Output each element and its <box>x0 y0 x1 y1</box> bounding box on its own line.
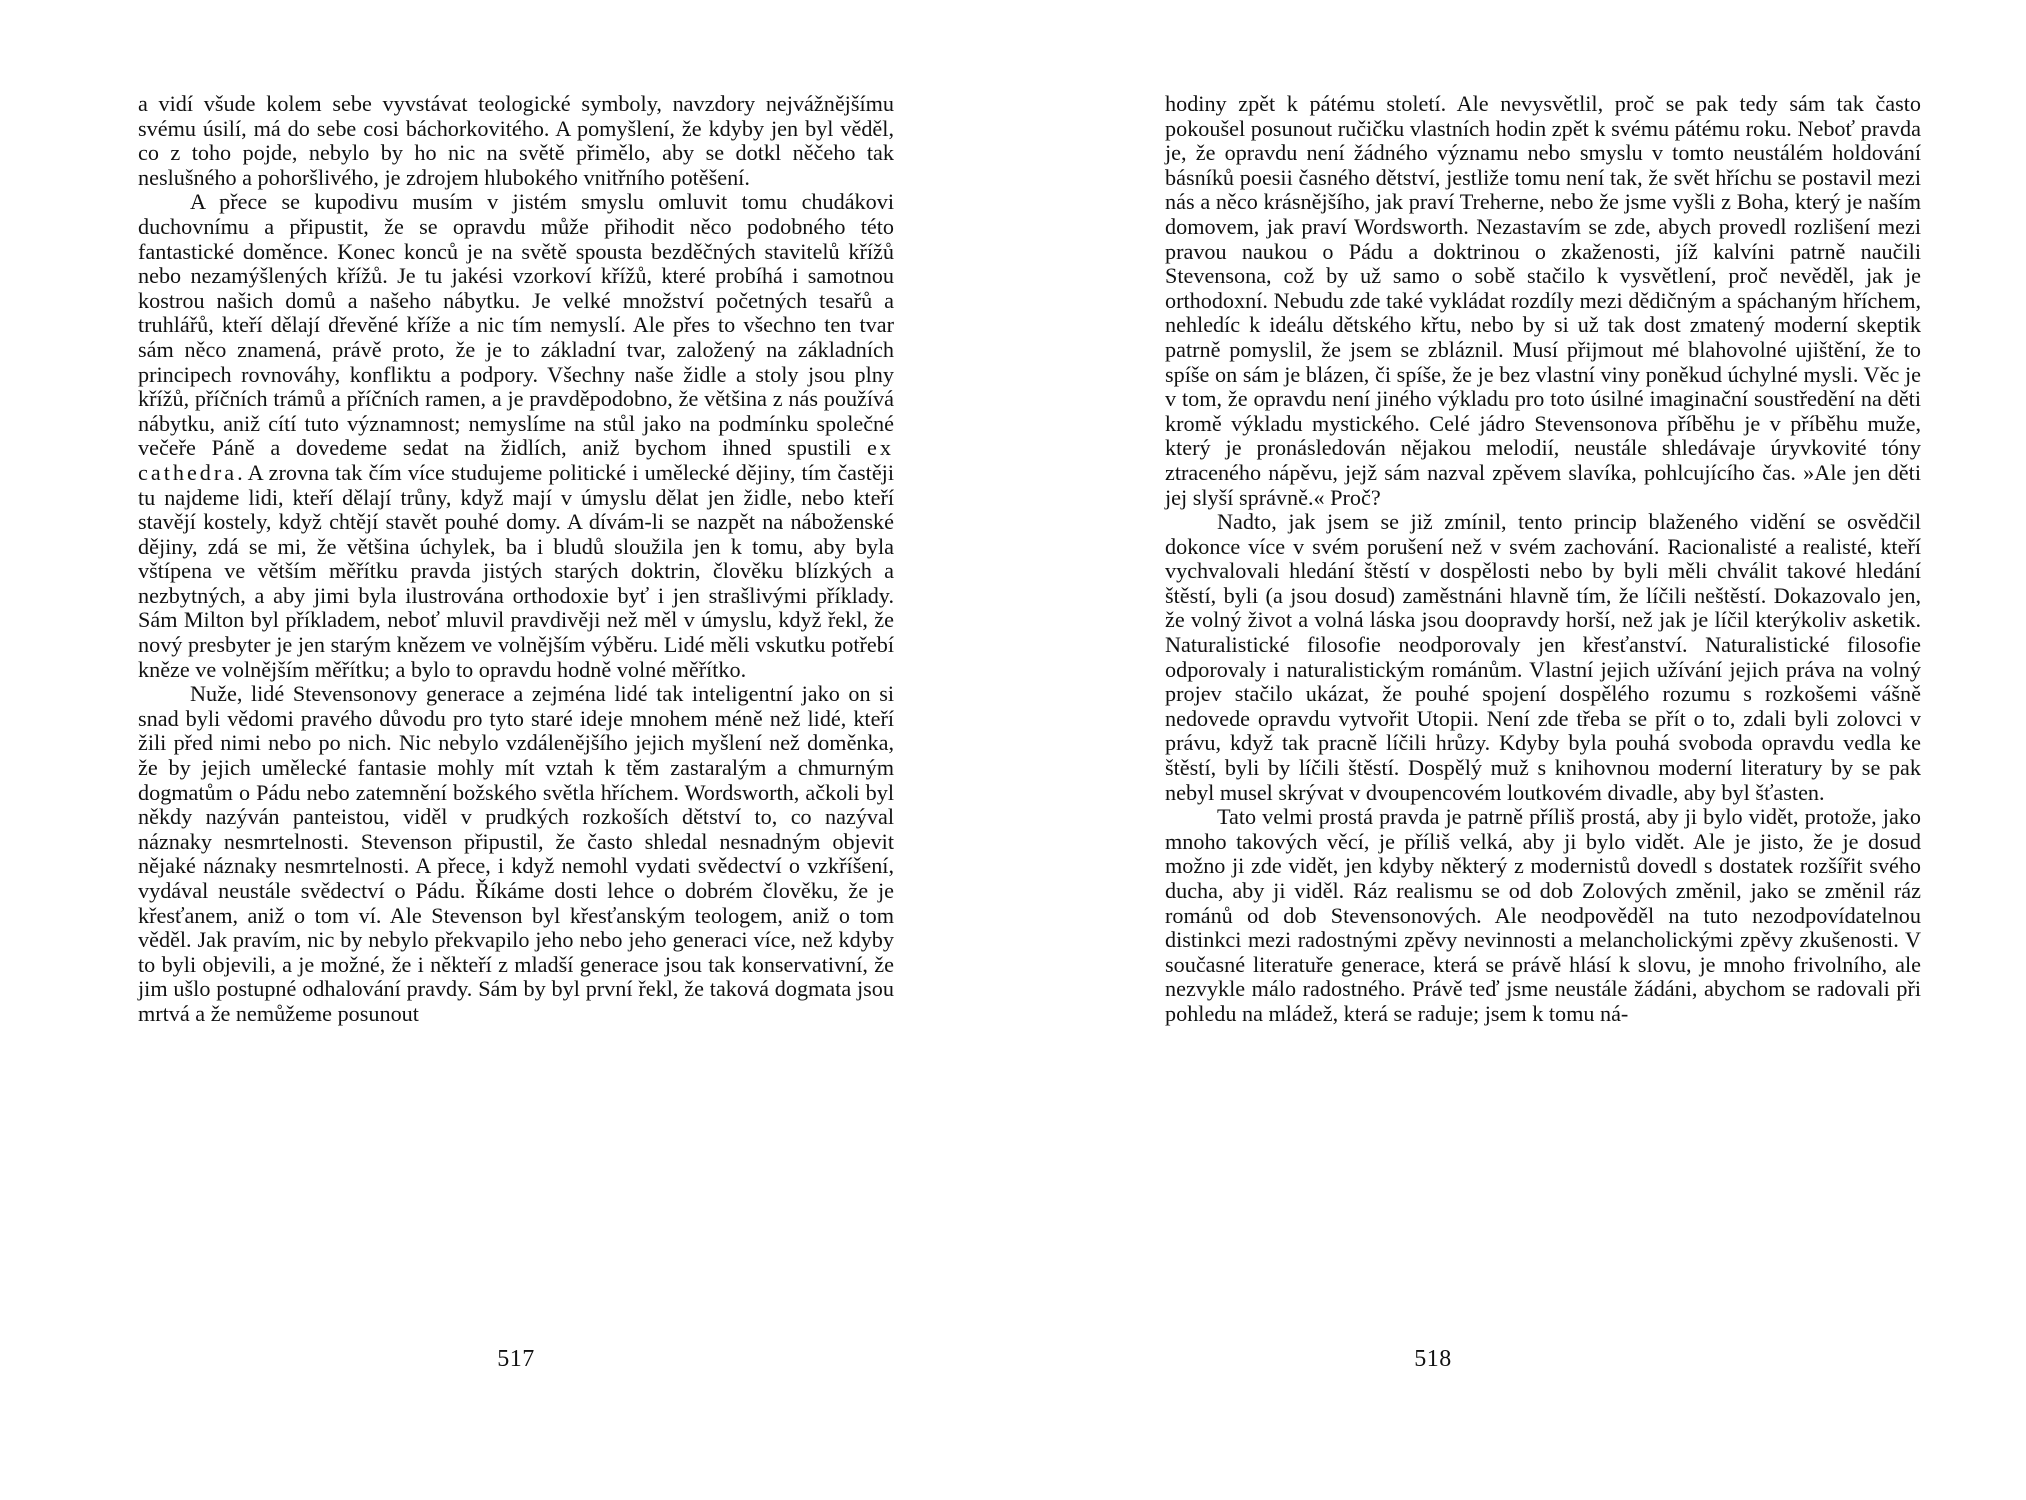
page-number: 518 <box>1414 1346 1452 1372</box>
paragraph-text: A přece se kupodivu musím v jistém smyslu omluvit tomu chudákovi duchovnímu a připustit, že se opravdu může přihodit něco podobného této fantastické doměnce. Konec konců je na světě spousta bezděčných stavitelů křížů nebo nezamýšlených křížů. Je tu jakési vzorkoví křížů, které probíhá i samotnou kostrou našich domů a našeho nábytku. Je velké množství početných tesařů a truhlářů, kteří dělají dřevěné kříže a nic tím nemyslí. Ale přes to všechno ten tvar sám něco znamená, právě proto, že je to základní tvar, založený na základních principech rovnováhy, konfliktu a podpory. Všechny naše židle a stoly jsou plny křížů, příčních trámů a příčních ramen, a je pravděpodobno, že většina z nás používá nábytku, aniž cítí tuto významnost; nemyslíme na stůl jako na podmínku společné večeře Páně a dovedeme sedat na židlích, aniž bychom ihned spustili <box>138 189 894 461</box>
left-page-text <box>138 92 894 1027</box>
paragraph: a vidí všude kolem sebe vyvstávat teologické symboly, navzdory nejvážnějšímu svému úsilí, má do sebe cosi báchorkovitého. A pomyšlení, že kdyby jen byl věděl, co z toho pojde, nebylo by ho nic na světě přimělo, aby se dotkl něčeho tak neslušného a pohoršlivého, je zdrojem hlubokého vnitřního potěšení. <box>138 91 894 190</box>
right-page <box>1165 92 1921 1392</box>
paragraph: hodiny zpět k pátému století. Ale nevysvětlil, proč se pak tedy sám tak často pokoušel posunout ručičku vlastních hodin zpět k svému pátému roku. Neboť pravda je, že opravdu není žádného významu nebo smyslu v tomto neustálém holdování básníků poesii časného dětství, jestliže tomu není tak, že svět hříchu se postavil mezi nás a něco krásnějšího, jak praví Treherne, nebo že jsme vyšli z Boha, který je naším domovem, jak praví Wordsworth. Nezastavím se zde, abych provedl rozlišení mezi pravou naukou o Pádu a doktrinou o zkaženosti, jíž kalvíni patrně naučili Stevensona, což by už samo o sobě stačilo k vysvětlení, proč nevěděl, jak je orthodoxní. Nebudu zde také vykládat rozdíly mezi dědičným a spáchaným hříchem, nehledíc k ideálu dětského křtu, nebo by si už tak dost zmatený moderní skeptik patrně pomyslil, že jsem se zbláznil. Musí přijmout mé blahovolné ujištění, že to spíše on sám je blázen, či spíše, že je bez vlastní viny poněkud úchylné mysli. Věc je v tom, že opravdu není jiného výkladu pro toto úsilné imaginační soustředění na děti kromě výkladu mystického. Celé jádro Stevensonova příběhu je v příběhu muže, který je pronásledován nějakou melodií, neustále shledávaje úryvkovité tóny ztraceného nápěvu, jejž sám nazval zpěvem slavíka, pohlcujícího čas. »Ale jen děti jej slyší správně.« Proč? <box>1165 91 1921 510</box>
page-number: 517 <box>497 1346 535 1372</box>
paragraph-text: . A zrovna tak čím více studujeme politické i umělecké dějiny, tím častěji tu najdeme lidi, kteří dělají trůny, když mají v úmyslu dělat jen židle, nebo kteří stavějí kostely, když chtějí stavět pouhé domy. A dívám-li se nazpět na náboženské dějiny, zdá se mi, že většina úchylek, ba i bludů sloužila jen k tomu, aby byla vštípena ve větším měřítku pravda jistých starých doktrin, člověku blízkých a nezbytných, a aby jimi byla ilustrována orthodoxie byť i jen strašlivými příklady. Sám Milton byl příkladem, neboť mluvil pravdivěji než měl v úmyslu, když řekl, že nový presbyter je jen starým knězem ve volnějším výběru. Lidé měli vskutku potřebí kněze ve volnějším měřítku; a bylo to opravdu hodně volné měřítko. <box>138 459 894 682</box>
latin-phrase: ex cathedra <box>138 435 894 485</box>
paragraph: Nuže, lidé Stevensonovy generace a zejména lidé tak inteligentní jako on si snad byli vědomi pravého důvodu pro tyto staré ideje mnohem méně než lidé, kteří žili před nimi nebo po nich. Nic nebylo vzdálenějšího jejich myšlení než doměnka, že by jejich umělecké fantasie mohly mít vztah k těm zastaralým a chmurným dogmatům o Pádu nebo zatemnění božského světla hříchem. Wordsworth, ačkoli byl někdy nazýván panteistou, viděl v prudkých rozkoších dětství to, co nazýval náznaky nesmrtelnosti. Stevenson připustil, že často shledal nesnadným objevit nějaké náznaky nesmrtelnosti. A přece, i když nemohl vydati svědectví o vzkříšení, vydával neustále svědectví o Pádu. Říkáme dosti lehce o dobrém člověku, že je křesťanem, aniž o tom ví. Ale Stevenson byl křesťanským teologem, aniž o tom věděl. Jak pravím, nic by nebylo překvapilo jeho nebo jeho generaci více, než kdyby to byli objevili, a je možné, že i někteří z mladší generace jsou tak konservativní, že jim ušlo postupné odhalování pravdy. Sám by byl první řekl, že taková dogmata jsou mrtvá a že nemůžeme posunout <box>138 681 894 1026</box>
paragraph <box>138 190 894 682</box>
paragraph: Nadto, jak jsem se již zmínil, tento princip blaženého vidění se osvědčil dokonce více v svém porušení než v svém zachování. Racionalisté a realisté, kteří vychvalovali hledání štěstí v dospělosti nebo by byli měli chválit takové hledání štěstí, byli (a jsou dosud) zaměstnáni hlavně tím, že líčili neštěstí. Dokazovalo jen, že volný život a volná láska jsou doopravdy horší, než jak je líčil kterýkoliv asketik. Naturalistické filosofie neodporovaly jen křesťanství. Naturalistické filosofie odporovaly i naturalistickým románům. Vlastní jejich užívání jejich práva na volný projev stačilo ukázat, že pouhé spojení dospělého rozumu s rozkošemi vášně nedovede opravdu vytvořit Utopii. Není zde třeba se přít o to, zdali byli zolovci v právu, když tak pracně líčili hrůzy. Kdyby byla pouhá svoboda opravdu vedla ke štěstí, byli by líčili štěstí. Dospělý muž s knihovnou moderní literatury by se pak nebyl musel skrývat v dvoupencovém loutkovém divadle, aby byl šťasten. <box>1165 509 1921 805</box>
paragraph: Tato velmi prostá pravda je patrně příliš prostá, aby ji bylo vidět, protože, jako mnoho takových věcí, je příliš velká, aby ji bylo vidět. Ale je jisto, že je dosud možno ji zde vidět, jen kdyby některý z modernistů dovedl s dostatek rozšířit svého ducha, aby ji viděl. Ráz realismu se od dob Zolových změnil, jako se změnil ráz románů od dob Stevensonových. Ale neodpověděl na tuto nezodpovídatelnou distinkci mezi radostnými zpěvy nevinnosti a melancholickými zpěvy zkušenosti. V současné literatuře generace, která se právě hlásí k slovu, je mnoho frivolního, ale nezvykle málo radostného. Právě teď jsme neustále žádáni, abychom se radovali při pohledu na mládež, která se raduje; jsem k tomu ná- <box>1165 804 1921 1026</box>
right-page-text <box>1165 92 1921 1027</box>
left-page <box>138 92 894 1392</box>
